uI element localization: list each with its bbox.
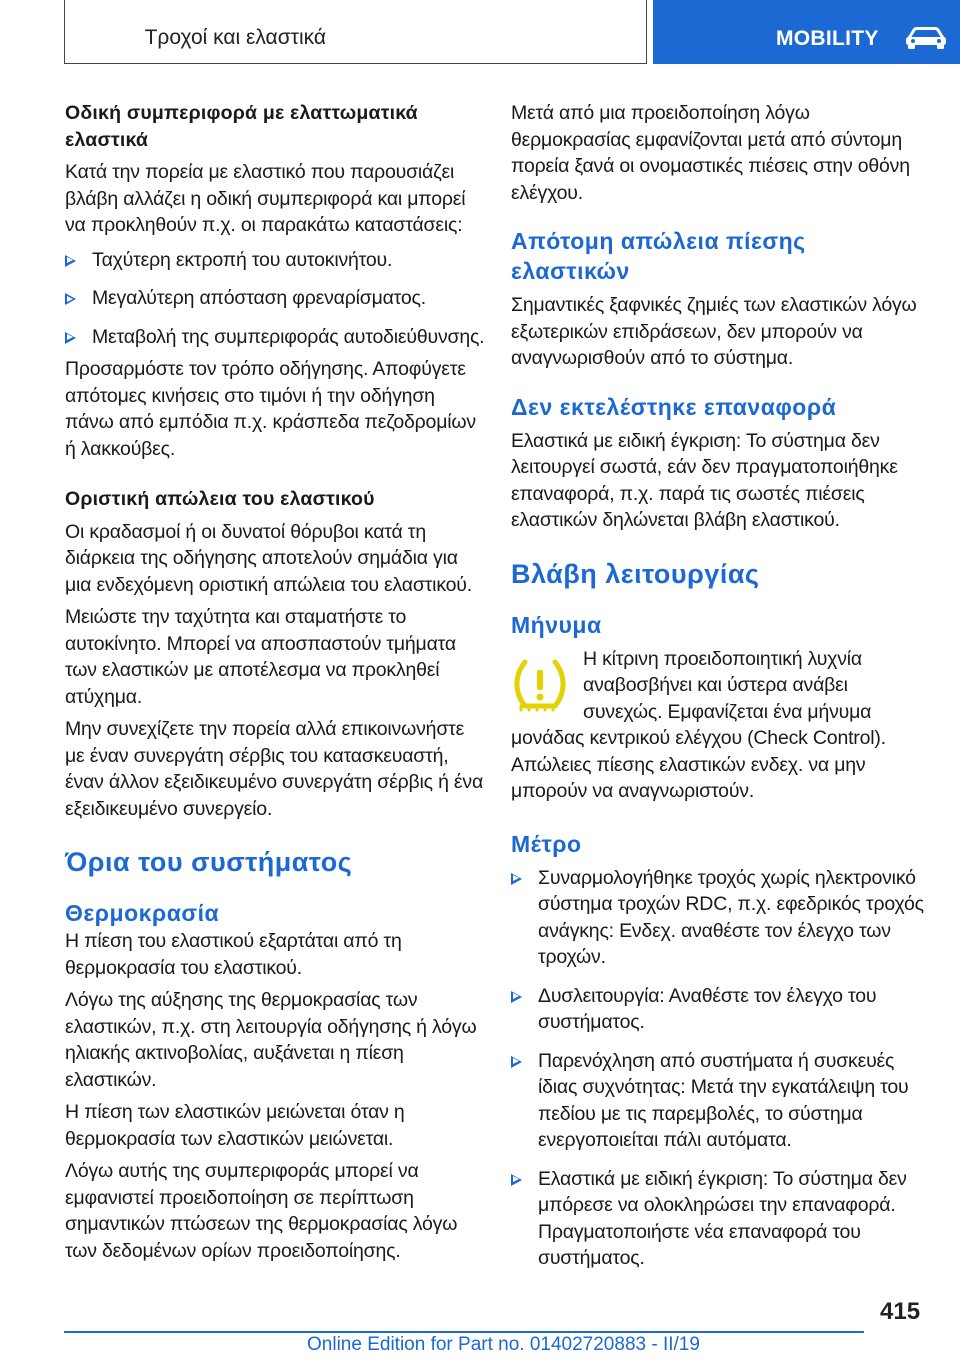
heading-faulty-tyres: Οδική συμπεριφορά με ελαττωματικά ελαστικά: [65, 102, 418, 151]
list-measures: [511, 865, 931, 1272]
paragraph-after-warning: Μετά από μια προειδοποίηση λόγω θερμοκρασίας εμφανίζονται μετά από σύντομη πορεία ξανά οι ονομαστικές πιέσεις στην οθόνη ελέγχου.: [511, 102, 910, 204]
heading-message: Μήνυμα: [511, 611, 602, 638]
message-block: [511, 646, 931, 805]
tyre-pressure-warning-icon: [509, 654, 571, 714]
heading-no-reset: Δεν εκτελέστηκε επαναφορά: [511, 393, 837, 420]
heading-system-limits: Όρια του συστήματος: [65, 847, 353, 877]
triangle-bullet-icon: [511, 1056, 522, 1068]
triangle-bullet-icon: [511, 991, 522, 1003]
triangle-bullet-icon: [511, 1174, 522, 1186]
list-item: Ελαστικά με ειδική έγκριση: Το σύστημα δεν μπόρεσε να ολοκληρώσει την επαναφορά. Πραγματοποιήστε νέα επαναφορά του συστήματος.: [511, 1166, 931, 1272]
left-column: [65, 100, 485, 1264]
footer-edition-link[interactable]: Online Edition for Part no. 01402720883 - II/19: [307, 1334, 700, 1355]
paragraph-no-reset: Ελαστικά με ειδική έγκριση: Το σύστημα δεν λειτουργεί σωστά, εάν δεν πραγματοποιήθηκε επαναφορά, π.χ. παρά τις σωστές πιέσεις ελαστικών δηλώνεται βλάβη ελαστικού.: [511, 429, 898, 531]
triangle-bullet-icon: [65, 255, 76, 267]
paragraph-vibrations: Οι κραδασμοί ή οι δυνατοί θόρυβοι κατά τη διάρκεια της οδήγησης αποτελούν σημάδια για μια ενδεχόμενη οριστική απώλεια του ελαστικού.: [65, 520, 472, 596]
heading-final-loss: Οριστική απώλεια του ελαστικού: [65, 488, 375, 510]
triangle-bullet-icon: [65, 293, 76, 305]
list-item: Δυσλειτουργία: Αναθέστε τον έλεγχο του συστήματος.: [511, 983, 931, 1036]
heading-malfunction: Βλάβη λειτουργίας: [511, 558, 760, 589]
paragraph-temperature-1: Η πίεση του ελαστικού εξαρτάται από τη θερμοκρασία του ελαστικού.: [65, 930, 402, 979]
heading-measure: Μέτρο: [511, 830, 582, 857]
page-number: 415: [880, 1298, 921, 1325]
paragraph-adapt-driving: Προσαρμόστε τον τρόπο οδήγησης. Αποφύγετε απότομες κινήσεις στο τιμόνι ή την οδήγηση πάνω από εμπόδια π.χ. κράσπεδα πεζοδρομίων ή λακκούβες.: [65, 358, 476, 460]
paragraph-reduce-speed: Μειώστε την ταχύτητα και σταματήστε το αυτοκίνητο. Μπορεί να αποσπαστούν τμήματα των ελαστικών με αποτέλεσμα να προκληθεί ατύχημα.: [65, 606, 456, 708]
right-column: [511, 100, 931, 1272]
paragraph-temperature-4: Λόγω αυτής της συμπεριφοράς μπορεί να εμφανιστεί προειδοποίηση σε περίπτωση σημαντικών πτώσεων της θερμοκρασίας λόγω των δεδομένων ορίων προειδοποίησης.: [65, 1160, 458, 1262]
mobility-tab-label: MOBILITY: [776, 27, 879, 50]
list-item: Παρενόχληση από συστήματα ή συσκευές ίδιας συχνότητας: Μετά την εγκατάλειψη του πεδίου με τις παρεμβολές, το σύστημα ενεργοποιείται πάλι αυτόματα.: [511, 1048, 931, 1154]
heading-sudden-loss: Απότομη απώλεια πίεσης ελαστικών: [511, 228, 806, 284]
list-item: Μεγαλύτερη απόσταση φρεναρίσματος.: [65, 285, 485, 312]
triangle-bullet-icon: [65, 332, 76, 344]
header-section-box: [64, 0, 647, 64]
paragraph-temperature-3: Η πίεση των ελαστικών μειώνεται όταν η θερμοκρασία των ελαστικών μειώνεται.: [65, 1101, 405, 1150]
list-item: Μεταβολή της συμπεριφοράς αυτοδιεύθυνσης.: [65, 324, 485, 351]
heading-temperature: Θερμοκρασία: [65, 900, 220, 926]
footer-divider: [64, 1331, 864, 1333]
paragraph-faulty-tyres: Κατά την πορεία με ελαστικό που παρουσιάζει βλάβη αλλάζει η οδική συμπεριφορά και μπορεί να προκληθούν π.χ. οι παρακάτω καταστάσεις:: [65, 161, 466, 236]
list-faulty-effects: [65, 247, 485, 351]
mobility-tab[interactable]: [653, 0, 960, 64]
paragraph-contact-service: Μην συνεχίζετε την πορεία αλλά επικοινωνήστε με έναν συνεργάτη σέρβις του κατασκευαστή, έναν άλλον εξειδικευμένο συνεργάτη σέρβις ή ένα εξειδικευμένο συνεργείο.: [65, 718, 484, 820]
list-item: Συναρμολογήθηκε τροχός χωρίς ηλεκτρονικό σύστημα τροχών RDC, π.χ. εφεδρικός τροχός ανάγκης: Ενδεχ. αναθέστε τον έλεγχο των τροχών.: [511, 865, 931, 971]
paragraph-sudden-loss: Σημαντικές ξαφνικές ζημιές των ελαστικών λόγω εξωτερικών επιδράσεων, δεν μπορούν να αναγνωρισθούν από το σύστημα.: [511, 294, 917, 369]
list-item: Ταχύτερη εκτροπή του αυτοκινήτου.: [65, 247, 485, 274]
section-title: Τροχοί και ελαστικά: [144, 26, 326, 49]
paragraph-temperature-2: Λόγω της αύξησης της θερμοκρασίας των ελαστικών, π.χ. στη λειτουργία οδήγησης ή λόγω ηλιακής ακτινοβολίας, αυξάνεται η πίεση ελαστικών.: [65, 989, 477, 1091]
paragraph-message: Η κίτρινη προειδοποιητική λυχνία αναβοσβήνει και ύστερα ανάβει συνεχώς. Εμφανίζεται ένα μήνυμα μονάδας κεντρικού ελέγχου (Check Control). Απώλειες πίεσης ελαστικών ενδεχ. να μην μπορούν να αναγνωριστούν.: [511, 647, 886, 802]
car-icon: [903, 26, 949, 55]
triangle-bullet-icon: [511, 873, 522, 885]
